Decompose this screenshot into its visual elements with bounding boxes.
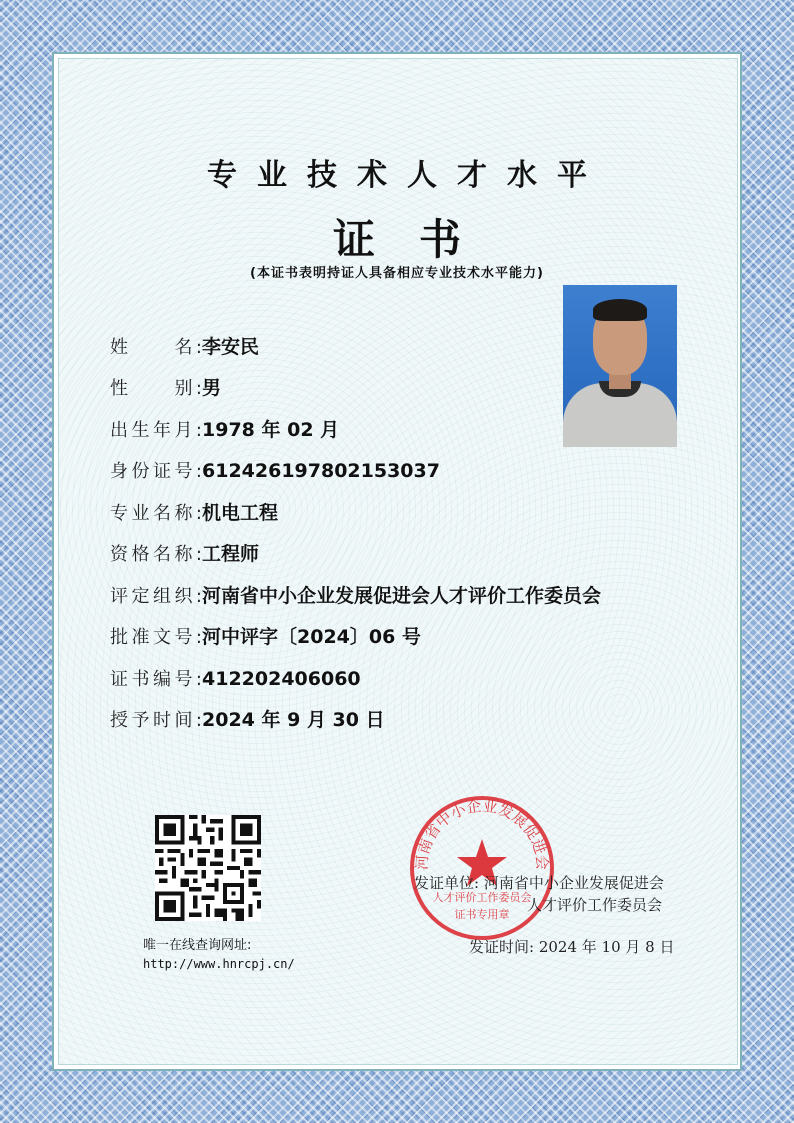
field-birth <box>110 415 339 445</box>
official-seal <box>407 793 557 943</box>
field-label: 评定组织: <box>110 586 202 607</box>
field-value: 1978 年 02 月 <box>202 419 340 441</box>
field-label: 资格名称: <box>110 544 202 565</box>
verify-url[interactable]: http://www.hnrcpj.cn/ <box>143 957 295 971</box>
field-value: 河南省中小企业发展促进会人才评价工作委员会 <box>202 585 602 607</box>
field-approval-number <box>110 622 421 652</box>
field-value: 河中评字〔2024〕06 号 <box>202 626 421 648</box>
field-value: 412202406060 <box>202 668 361 690</box>
field-label: 身份证号: <box>110 461 202 482</box>
field-label: 专业名称: <box>110 503 202 524</box>
field-label: 姓 名: <box>110 337 202 358</box>
issuer-line1: 发证单位: 河南省中小企业发展促进会 <box>414 874 664 892</box>
seal-ring-text: 河南省中小企业发展促进会 <box>412 796 552 871</box>
certificate-title-line2: 证书 <box>332 215 505 264</box>
field-organization <box>110 581 601 611</box>
certificate-title-line1: 专业技术人才水平 <box>207 158 607 193</box>
field-value: 李安民 <box>202 336 260 358</box>
issue-date: 发证时间: 2024 年 10 月 8 日 <box>469 938 675 956</box>
field-value: 男 <box>202 377 222 399</box>
certificate-subtitle: (本证书表明持证人具备相应专业技术水平能力) <box>250 266 544 281</box>
field-value: 机电工程 <box>202 502 279 524</box>
field-label: 批准文号: <box>110 627 202 648</box>
field-label: 出生年月: <box>110 420 202 441</box>
photo-hair <box>593 299 647 321</box>
field-label: 证书编号: <box>110 669 202 690</box>
field-value: 612426197802153037 <box>202 460 440 482</box>
holder-photo <box>563 285 677 447</box>
field-value: 2024 年 9 月 30 日 <box>202 709 385 731</box>
field-qualification <box>110 539 259 569</box>
field-name <box>110 332 259 362</box>
field-certificate-number <box>110 664 361 694</box>
field-grant-date <box>110 705 385 735</box>
field-label: 授予时间: <box>110 710 202 731</box>
issuer-line2: 人才评价工作委员会 <box>527 896 663 914</box>
field-label: 性 别: <box>110 378 202 399</box>
field-value: 工程师 <box>202 543 260 565</box>
field-specialty <box>110 498 278 528</box>
field-id-number <box>110 456 440 486</box>
seal-inner-line1: 人才评价工作委员会 <box>432 891 532 904</box>
verify-label: 唯一在线查询网址: <box>143 938 252 953</box>
seal-inner-line2: 证书专用章 <box>454 908 510 921</box>
field-gender <box>110 373 221 403</box>
qr-code[interactable] <box>155 815 261 921</box>
